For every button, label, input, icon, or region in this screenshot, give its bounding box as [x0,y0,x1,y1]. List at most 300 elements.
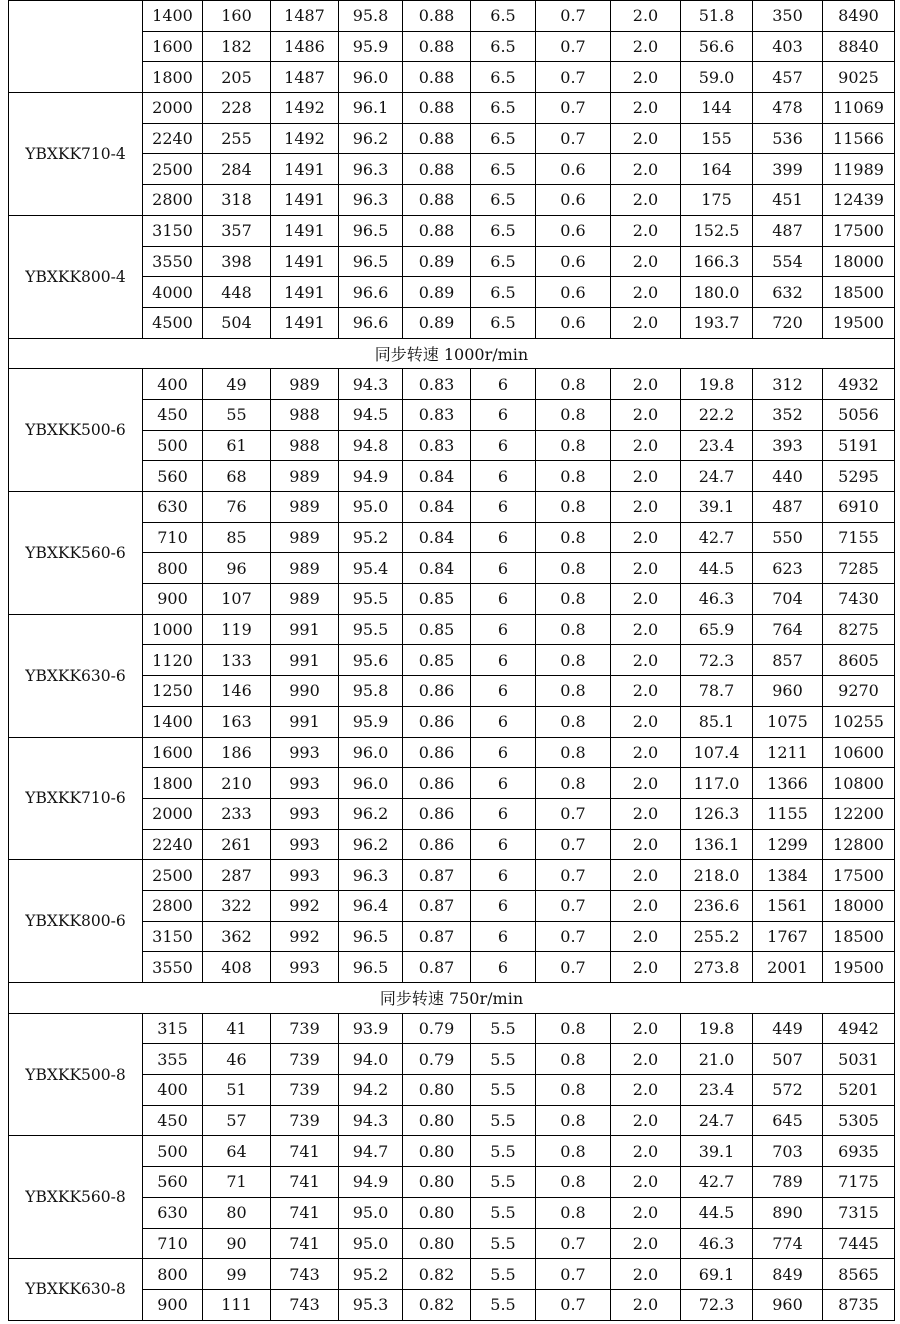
table-cell: 1491 [271,277,339,308]
table-cell: 95.3 [339,1289,403,1320]
table-cell: 6 [471,829,536,860]
table-cell: 6 [471,430,536,461]
table-cell: 0.6 [536,185,611,216]
table-cell: 96.5 [339,215,403,246]
table-cell: 5.5 [471,1289,536,1320]
table-cell: 5191 [823,430,895,461]
table-cell: 93.9 [339,1013,403,1044]
table-cell: 0.83 [403,369,471,400]
table-cell: 0.8 [536,399,611,430]
table-cell: 789 [753,1167,823,1198]
table-cell: 2.0 [611,676,681,707]
table-cell: 0.7 [536,123,611,154]
table-cell: 6 [471,676,536,707]
table-cell: 7445 [823,1228,895,1259]
table-cell: 205 [203,62,271,93]
table-cell: 56.6 [681,31,753,62]
table-cell: 39.1 [681,492,753,523]
table-cell: 993 [271,952,339,983]
table-cell: 9025 [823,62,895,93]
table-cell: 96.6 [339,307,403,338]
table-cell: 6 [471,492,536,523]
table-cell: 6 [471,890,536,921]
table-cell: 61 [203,430,271,461]
table-cell: 95.8 [339,676,403,707]
table-cell: 2.0 [611,1228,681,1259]
table-cell: 7285 [823,553,895,584]
table-cell: 550 [753,522,823,553]
table-cell: 3550 [143,246,203,277]
table-cell: 8565 [823,1259,895,1290]
table-cell: 2.0 [611,1044,681,1075]
table-cell: 7175 [823,1167,895,1198]
table-cell: 96.2 [339,829,403,860]
table-cell: 4000 [143,277,203,308]
table-cell: 2800 [143,185,203,216]
table-cell: 0.6 [536,307,611,338]
table-cell: 988 [271,430,339,461]
table-cell: 57 [203,1105,271,1136]
table-cell: 95.4 [339,553,403,584]
table-cell: 163 [203,706,271,737]
table-cell: 94.7 [339,1136,403,1167]
table-cell: 94.8 [339,430,403,461]
table-cell: 51 [203,1075,271,1106]
table-cell: 186 [203,737,271,768]
model-cell: YBXKK710-6 [9,737,143,860]
table-cell: 3550 [143,952,203,983]
table-cell: 0.7 [536,1259,611,1290]
table-row [9,215,895,246]
table-cell: 119 [203,614,271,645]
table-cell: 764 [753,614,823,645]
table-cell: 989 [271,369,339,400]
table-cell: 117.0 [681,768,753,799]
table-cell: 0.8 [536,768,611,799]
table-row [9,614,895,645]
model-cell: YBXKK500-8 [9,1013,143,1136]
table-cell: 8490 [823,1,895,32]
table-cell: 96.0 [339,737,403,768]
table-cell: 94.3 [339,1105,403,1136]
table-cell: 64 [203,1136,271,1167]
table-cell: 1000 [143,614,203,645]
table-cell: 11989 [823,154,895,185]
table-cell: 2001 [753,952,823,983]
table-cell: 2500 [143,154,203,185]
table-cell: 90 [203,1228,271,1259]
table-cell: 890 [753,1197,823,1228]
table-cell: 96 [203,553,271,584]
table-cell: 21.0 [681,1044,753,1075]
table-cell: 144 [681,93,753,124]
table-cell: 44.5 [681,553,753,584]
table-cell: 4932 [823,369,895,400]
table-cell: 2.0 [611,1197,681,1228]
table-cell: 362 [203,921,271,952]
table-cell: 8605 [823,645,895,676]
table-cell: 68 [203,461,271,492]
table-cell: 273.8 [681,952,753,983]
table-cell: 0.87 [403,921,471,952]
table-cell: 2.0 [611,1136,681,1167]
table-row [9,737,895,768]
table-cell: 1800 [143,62,203,93]
model-cell: YBXKK800-6 [9,860,143,983]
table-cell: 645 [753,1105,823,1136]
table-cell: 2.0 [611,706,681,737]
table-cell: 0.89 [403,307,471,338]
table-cell: 5.5 [471,1075,536,1106]
table-cell: 0.80 [403,1105,471,1136]
table-cell: 1767 [753,921,823,952]
table-cell: 1487 [271,62,339,93]
table-cell: 46 [203,1044,271,1075]
table-cell: 989 [271,461,339,492]
table-cell: 0.88 [403,1,471,32]
table-cell: 1384 [753,860,823,891]
table-cell: 2.0 [611,645,681,676]
table-cell: 2.0 [611,1289,681,1320]
table-cell: 315 [143,1013,203,1044]
table-cell: 774 [753,1228,823,1259]
table-cell: 704 [753,584,823,615]
table-cell: 487 [753,492,823,523]
table-cell: 96.1 [339,93,403,124]
table-cell: 0.8 [536,369,611,400]
table-cell: 2.0 [611,860,681,891]
table-cell: 5201 [823,1075,895,1106]
table-cell: 95.0 [339,1197,403,1228]
table-cell: 500 [143,1136,203,1167]
table-cell: 560 [143,461,203,492]
table-cell: 0.80 [403,1197,471,1228]
table-cell: 4942 [823,1013,895,1044]
table-cell: 155 [681,123,753,154]
table-cell: 85 [203,522,271,553]
table-cell: 46.3 [681,584,753,615]
table-cell: 17500 [823,215,895,246]
table-cell: 1492 [271,93,339,124]
table-cell: 69.1 [681,1259,753,1290]
table-cell: 504 [203,307,271,338]
table-cell: 166.3 [681,246,753,277]
table-cell: 2000 [143,798,203,829]
table-cell: 96.3 [339,185,403,216]
table-cell: 0.7 [536,93,611,124]
table-cell: 8275 [823,614,895,645]
table-cell: 720 [753,307,823,338]
table-cell: 6 [471,522,536,553]
table-cell: 0.80 [403,1075,471,1106]
table-cell: 7155 [823,522,895,553]
table-cell: 46.3 [681,1228,753,1259]
table-row [9,1,895,32]
table-cell: 2.0 [611,1259,681,1290]
table-cell: 572 [753,1075,823,1106]
table-cell: 990 [271,676,339,707]
table-cell: 11566 [823,123,895,154]
table-cell: 2.0 [611,1013,681,1044]
table-cell: 0.86 [403,768,471,799]
table-cell: 800 [143,553,203,584]
table-cell: 55 [203,399,271,430]
table-cell: 991 [271,706,339,737]
table-cell: 440 [753,461,823,492]
table-cell: 0.6 [536,215,611,246]
table-cell: 133 [203,645,271,676]
table-cell: 710 [143,522,203,553]
table-cell: 1400 [143,706,203,737]
table-cell: 1800 [143,768,203,799]
table-cell: 2.0 [611,62,681,93]
table-cell: 2.0 [611,1075,681,1106]
table-cell: 0.85 [403,614,471,645]
table-cell: 849 [753,1259,823,1290]
table-cell: 6 [471,860,536,891]
table-cell: 2.0 [611,768,681,799]
table-cell: 0.8 [536,461,611,492]
table-cell: 95.0 [339,492,403,523]
table-cell: 6.5 [471,1,536,32]
table-cell: 632 [753,277,823,308]
table-cell: 0.87 [403,952,471,983]
table-cell: 991 [271,645,339,676]
table-cell: 5031 [823,1044,895,1075]
table-cell: 1250 [143,676,203,707]
table-cell: 287 [203,860,271,891]
table-cell: 2.0 [611,277,681,308]
table-cell: 2.0 [611,123,681,154]
table-cell: 0.8 [536,1105,611,1136]
table-cell: 993 [271,737,339,768]
model-cell: YBXKK800-4 [9,215,143,338]
table-cell: 126.3 [681,798,753,829]
table-cell: 0.8 [536,1167,611,1198]
table-cell: 900 [143,584,203,615]
table-cell: 0.7 [536,1,611,32]
table-cell: 0.82 [403,1259,471,1290]
table-cell: 6.5 [471,154,536,185]
table-cell: 0.88 [403,123,471,154]
table-cell: 0.8 [536,1075,611,1106]
table-cell: 0.7 [536,921,611,952]
table-cell: 59.0 [681,62,753,93]
table-cell: 95.0 [339,1228,403,1259]
section-heading: 同步转速 1000r/min [9,338,895,369]
table-cell: 6.5 [471,307,536,338]
table-cell: 9270 [823,676,895,707]
table-cell: 10600 [823,737,895,768]
table-cell: 450 [143,399,203,430]
table-cell: 703 [753,1136,823,1167]
motor-spec-table [8,0,895,1321]
table-cell: 5056 [823,399,895,430]
table-cell: 992 [271,921,339,952]
table-cell: 10800 [823,768,895,799]
table-cell: 623 [753,553,823,584]
table-cell: 0.87 [403,890,471,921]
table-cell: 8840 [823,31,895,62]
section-row [9,983,895,1014]
table-cell: 6.5 [471,31,536,62]
table-cell: 95.9 [339,706,403,737]
table-cell: 800 [143,1259,203,1290]
model-cell: YBXKK630-8 [9,1259,143,1320]
table-cell: 0.8 [536,1197,611,1228]
table-cell: 96.3 [339,154,403,185]
table-cell: 0.88 [403,154,471,185]
table-cell: 2.0 [611,154,681,185]
table-cell: 0.84 [403,492,471,523]
table-cell: 400 [143,369,203,400]
table-cell: 107 [203,584,271,615]
table-cell: 5.5 [471,1013,536,1044]
table-cell: 408 [203,952,271,983]
table-cell: 0.87 [403,860,471,891]
table-cell: 6 [471,798,536,829]
table-cell: 741 [271,1197,339,1228]
table-cell: 1492 [271,123,339,154]
table-cell: 0.7 [536,1289,611,1320]
table-cell: 0.7 [536,798,611,829]
table-cell: 0.8 [536,706,611,737]
table-cell: 0.85 [403,584,471,615]
table-cell: 85.1 [681,706,753,737]
table-cell: 5.5 [471,1259,536,1290]
table-cell: 6 [471,737,536,768]
table-cell: 6.5 [471,246,536,277]
table-cell: 1491 [271,185,339,216]
table-cell: 22.2 [681,399,753,430]
table-cell: 6 [471,952,536,983]
table-cell: 111 [203,1289,271,1320]
table-cell: 993 [271,798,339,829]
table-cell: 0.7 [536,829,611,860]
table-cell: 96.5 [339,952,403,983]
table-cell: 0.8 [536,676,611,707]
table-cell: 180.0 [681,277,753,308]
table-cell: 960 [753,1289,823,1320]
table-cell: 2.0 [611,798,681,829]
table-cell: 3150 [143,215,203,246]
table-cell: 2240 [143,829,203,860]
table-cell: 743 [271,1289,339,1320]
table-cell: 0.6 [536,277,611,308]
table-cell: 5.5 [471,1136,536,1167]
table-cell: 210 [203,768,271,799]
table-cell: 554 [753,246,823,277]
table-cell: 152.5 [681,215,753,246]
table-cell: 630 [143,492,203,523]
table-cell: 0.7 [536,860,611,891]
table-cell: 12200 [823,798,895,829]
table-cell: 96.0 [339,62,403,93]
section-heading: 同步转速 750r/min [9,983,895,1014]
table-cell: 94.2 [339,1075,403,1106]
table-cell: 5.5 [471,1044,536,1075]
table-cell: 993 [271,768,339,799]
table-cell: 0.82 [403,1289,471,1320]
table-cell: 630 [143,1197,203,1228]
table-cell: 450 [143,1105,203,1136]
table-cell: 0.88 [403,185,471,216]
table-cell: 393 [753,430,823,461]
table-cell: 457 [753,62,823,93]
table-cell: 146 [203,676,271,707]
table-cell: 78.7 [681,676,753,707]
table-cell: 449 [753,1013,823,1044]
table-cell: 96.6 [339,277,403,308]
table-cell: 0.8 [536,1044,611,1075]
table-cell: 739 [271,1044,339,1075]
table-cell: 44.5 [681,1197,753,1228]
table-cell: 6 [471,614,536,645]
table-cell: 0.7 [536,1228,611,1259]
table-cell: 6 [471,399,536,430]
table-cell: 2.0 [611,614,681,645]
table-cell: 0.80 [403,1136,471,1167]
table-cell: 6.5 [471,277,536,308]
table-cell: 2.0 [611,553,681,584]
table-cell: 72.3 [681,645,753,676]
table-cell: 94.5 [339,399,403,430]
table-cell: 0.80 [403,1167,471,1198]
table-cell: 322 [203,890,271,921]
table-cell: 175 [681,185,753,216]
table-cell: 0.86 [403,706,471,737]
model-cell: YBXKK560-6 [9,492,143,615]
table-cell: 0.84 [403,553,471,584]
table-cell: 39.1 [681,1136,753,1167]
table-cell: 1075 [753,706,823,737]
section-row [9,338,895,369]
table-cell: 6 [471,553,536,584]
table-cell: 1491 [271,154,339,185]
table-cell: 6.5 [471,123,536,154]
table-cell: 19500 [823,307,895,338]
table-cell: 96.4 [339,890,403,921]
table-cell: 988 [271,399,339,430]
table-cell: 1600 [143,737,203,768]
table-row [9,860,895,891]
table-cell: 2.0 [611,492,681,523]
table-cell: 18000 [823,246,895,277]
table-cell: 6.5 [471,62,536,93]
table-cell: 1299 [753,829,823,860]
table-cell: 96.5 [339,921,403,952]
table-cell: 2000 [143,93,203,124]
table-cell: 0.7 [536,890,611,921]
table-cell: 23.4 [681,1075,753,1106]
table-cell: 95.8 [339,1,403,32]
table-cell: 0.80 [403,1228,471,1259]
table-cell: 96.3 [339,860,403,891]
table-cell: 0.84 [403,461,471,492]
table-cell: 72.3 [681,1289,753,1320]
table-cell: 857 [753,645,823,676]
table-cell: 136.1 [681,829,753,860]
table-cell: 0.8 [536,1013,611,1044]
table-cell: 312 [753,369,823,400]
table-cell: 5.5 [471,1197,536,1228]
table-cell: 1211 [753,737,823,768]
table-cell: 49 [203,369,271,400]
table-cell: 0.6 [536,246,611,277]
table-cell: 2800 [143,890,203,921]
model-cell: YBXKK630-6 [9,614,143,737]
table-cell: 0.79 [403,1044,471,1075]
